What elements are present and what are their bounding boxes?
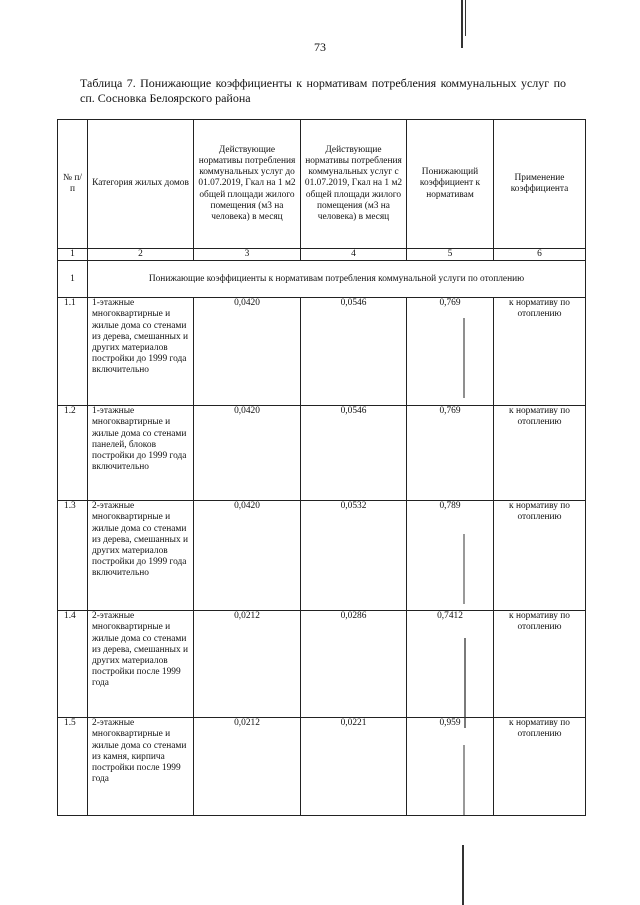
- header-coefficient: Понижающий коэффициент к нормативам: [407, 120, 494, 249]
- row-application: к нормативу по отоплению: [494, 406, 586, 501]
- column-number: 1: [58, 249, 88, 261]
- coefficients-table: [57, 119, 586, 816]
- column-number: 3: [194, 249, 301, 261]
- scan-artifact: [463, 745, 465, 815]
- row-category: 1-этажные многоквартирные и жилые дома со стенами из дерева, смешанных и других материалов постройки до 1999 года включительно: [88, 298, 194, 406]
- row-num: 1.1: [58, 298, 88, 406]
- column-number: 5: [407, 249, 494, 261]
- row-category: 2-этажные многоквартирные и жилые дома со стенами из дерева, смешанных и других материалов постройки до 1999 года включительно: [88, 501, 194, 611]
- table-row: [58, 406, 586, 501]
- row-coefficient: 0,769: [407, 406, 494, 501]
- table-row: [58, 501, 586, 611]
- row-norm-after: 0,0546: [301, 298, 407, 406]
- column-number: 4: [301, 249, 407, 261]
- row-norm-before: 0,0420: [194, 298, 301, 406]
- scan-artifact: [463, 534, 465, 604]
- row-norm-after: 0,0546: [301, 406, 407, 501]
- header-application: Применение коэффициента: [494, 120, 586, 249]
- row-norm-before: 0,0420: [194, 501, 301, 611]
- table-row: [58, 298, 586, 406]
- table-row: [58, 611, 586, 718]
- row-num: 1.3: [58, 501, 88, 611]
- section-title: Понижающие коэффициенты к нормативам потребления коммунальной услуги по отоплению: [88, 261, 586, 298]
- scan-artifact: [464, 638, 466, 728]
- row-category: 2-этажные многоквартирные и жилые дома со стенами из камня, кирпича постройки после 1999 года: [88, 718, 194, 816]
- row-num: 1.2: [58, 406, 88, 501]
- scan-artifact: [462, 845, 464, 905]
- row-application: к нормативу по отоплению: [494, 501, 586, 611]
- section-row: [58, 261, 586, 298]
- table-caption: Таблица 7. Понижающие коэффициенты к нормативам потребления коммунальных услуг по сп. Сосновка Белоярского района: [80, 76, 566, 105]
- page-number: 73: [314, 40, 326, 54]
- column-number-row: [58, 249, 586, 261]
- row-application: к нормативу по отоплению: [494, 298, 586, 406]
- row-norm-after: 0,0286: [301, 611, 407, 718]
- row-norm-before: 0,0212: [194, 611, 301, 718]
- row-category: 1-этажные многоквартирные и жилые дома со стенами панелей, блоков постройки до 1999 года включительно: [88, 406, 194, 501]
- row-coefficient: 0,789: [407, 501, 494, 611]
- header-norm-before: Действующие нормативы потребления коммунальных услуг до 01.07.2019, Гкал на 1 м2 общей площади жилого помещения (м3 на человека) в месяц: [194, 120, 301, 249]
- section-num: 1: [58, 261, 88, 298]
- table-row: [58, 718, 586, 816]
- header-norm-after: Действующие нормативы потребления коммунальных услуг с 01.07.2019, Гкал на 1 м2 общей площади жилого помещения (м3 на человека) в месяц: [301, 120, 407, 249]
- header-num: № п/п: [58, 120, 88, 249]
- header-category: Категория жилых домов: [88, 120, 194, 249]
- row-application: к нормативу по отоплению: [494, 611, 586, 718]
- row-coefficient: 0,7412: [407, 611, 494, 718]
- row-norm-after: 0,0221: [301, 718, 407, 816]
- row-norm-before: 0,0212: [194, 718, 301, 816]
- row-category: 2-этажные многоквартирные и жилые дома со стенами из дерева, смешанных и других материалов постройки после 1999 года: [88, 611, 194, 718]
- scan-artifact: [465, 0, 466, 36]
- column-number: 6: [494, 249, 586, 261]
- row-num: 1.4: [58, 611, 88, 718]
- table-header-row: [58, 120, 586, 249]
- row-norm-before: 0,0420: [194, 406, 301, 501]
- row-num: 1.5: [58, 718, 88, 816]
- row-norm-after: 0,0532: [301, 501, 407, 611]
- row-application: к нормативу по отоплению: [494, 718, 586, 816]
- scan-artifact: [461, 0, 463, 48]
- row-coefficient: 0,959: [407, 718, 494, 816]
- column-number: 2: [88, 249, 194, 261]
- scan-artifact: [463, 318, 465, 398]
- row-coefficient: 0,769: [407, 298, 494, 406]
